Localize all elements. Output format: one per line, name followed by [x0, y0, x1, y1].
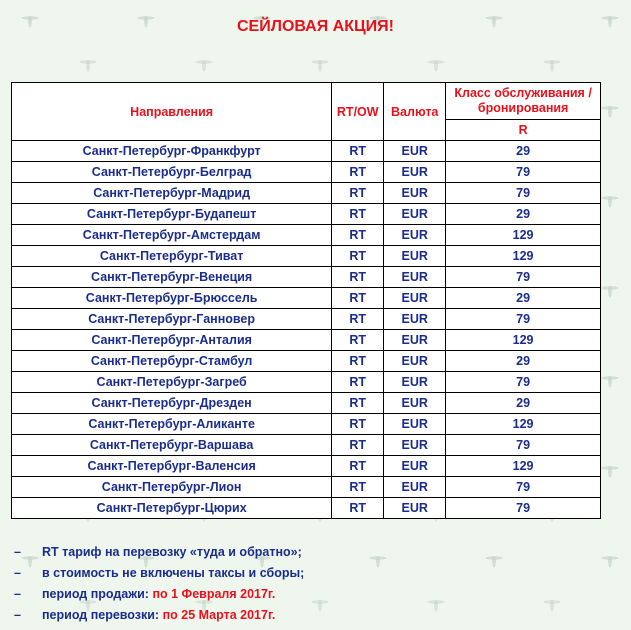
currency-cell: EUR: [384, 393, 446, 414]
price-cell: 29: [446, 204, 601, 225]
route-cell: Санкт-Петербург-Стамбул: [12, 351, 332, 372]
rtow-cell: RT: [332, 225, 384, 246]
fares-table: [11, 82, 601, 519]
bullet-dash: –: [14, 608, 21, 622]
price-cell: 29: [446, 141, 601, 162]
rtow-cell: RT: [332, 351, 384, 372]
table-row: [12, 498, 601, 519]
route-cell: Санкт-Петербург-Мадрид: [12, 183, 332, 204]
price-cell: 79: [446, 162, 601, 183]
currency-cell: EUR: [384, 477, 446, 498]
note-text: период перевозки:: [42, 608, 163, 622]
route-cell: Санкт-Петербург-Лион: [12, 477, 332, 498]
route-cell: Санкт-Петербург-Анталия: [12, 330, 332, 351]
rtow-cell: RT: [332, 162, 384, 183]
rtow-cell: RT: [332, 267, 384, 288]
price-cell: 129: [446, 330, 601, 351]
table-row: [12, 267, 601, 288]
notes-list: [14, 544, 304, 628]
header-class-title: Класс обслуживания / бронирования: [446, 83, 601, 120]
price-cell: 79: [446, 267, 601, 288]
note-text: в стоимость не включены таксы и сборы;: [42, 566, 305, 580]
currency-cell: EUR: [384, 162, 446, 183]
note-item: [14, 565, 304, 586]
currency-cell: EUR: [384, 414, 446, 435]
currency-cell: EUR: [384, 204, 446, 225]
price-cell: 29: [446, 351, 601, 372]
route-cell: Санкт-Петербург-Брюссель: [12, 288, 332, 309]
table-row: [12, 204, 601, 225]
price-cell: 79: [446, 183, 601, 204]
table-row: [12, 141, 601, 162]
note-item: [14, 544, 304, 565]
currency-cell: EUR: [384, 372, 446, 393]
note-text: RT тариф на перевозку «туда и обратно»;: [42, 545, 302, 559]
rtow-cell: RT: [332, 456, 384, 477]
price-cell: 79: [446, 435, 601, 456]
currency-cell: EUR: [384, 435, 446, 456]
header-class-code: R: [446, 120, 601, 141]
route-cell: Санкт-Петербург-Ганновер: [12, 309, 332, 330]
table-row: [12, 246, 601, 267]
note-item: [14, 607, 304, 628]
currency-cell: EUR: [384, 498, 446, 519]
rtow-cell: RT: [332, 414, 384, 435]
currency-cell: EUR: [384, 141, 446, 162]
note-highlight: по 25 Марта 2017г.: [162, 608, 276, 622]
currency-cell: EUR: [384, 267, 446, 288]
currency-cell: EUR: [384, 288, 446, 309]
table-row: [12, 414, 601, 435]
table-row: [12, 183, 601, 204]
price-cell: 129: [446, 414, 601, 435]
rtow-cell: RT: [332, 498, 384, 519]
price-cell: 79: [446, 309, 601, 330]
rtow-cell: RT: [332, 246, 384, 267]
table-row: [12, 330, 601, 351]
note-item: [14, 586, 304, 607]
route-cell: Санкт-Петербург-Белград: [12, 162, 332, 183]
bullet-dash: –: [14, 545, 21, 559]
price-cell: 79: [446, 498, 601, 519]
route-cell: Санкт-Петербург-Амстердам: [12, 225, 332, 246]
rtow-cell: RT: [332, 183, 384, 204]
price-cell: 29: [446, 393, 601, 414]
route-cell: Санкт-Петербург-Аликанте: [12, 414, 332, 435]
header-currency: Валюта: [384, 83, 446, 141]
table-row: [12, 435, 601, 456]
currency-cell: EUR: [384, 330, 446, 351]
route-cell: Санкт-Петербург-Будапешт: [12, 204, 332, 225]
table-row: [12, 351, 601, 372]
route-cell: Санкт-Петербург-Валенсия: [12, 456, 332, 477]
bullet-dash: –: [14, 587, 21, 601]
route-cell: Санкт-Петербург-Дрезден: [12, 393, 332, 414]
note-text: период продажи:: [42, 587, 153, 601]
route-cell: Санкт-Петербург-Франкфурт: [12, 141, 332, 162]
route-cell: Санкт-Петербург-Венеция: [12, 267, 332, 288]
note-highlight: по 1 Февраля 2017г.: [152, 587, 276, 601]
currency-cell: EUR: [384, 456, 446, 477]
currency-cell: EUR: [384, 351, 446, 372]
table-row: [12, 477, 601, 498]
table-row: [12, 309, 601, 330]
price-cell: 29: [446, 288, 601, 309]
rtow-cell: RT: [332, 204, 384, 225]
header-rtow: RT/OW: [332, 83, 384, 141]
header-direction: Направления: [12, 83, 332, 141]
rtow-cell: RT: [332, 372, 384, 393]
table-row: [12, 225, 601, 246]
route-cell: Санкт-Петербург-Тиват: [12, 246, 332, 267]
rtow-cell: RT: [332, 141, 384, 162]
table-row: [12, 372, 601, 393]
price-cell: 79: [446, 477, 601, 498]
price-cell: 129: [446, 225, 601, 246]
route-cell: Санкт-Петербург-Цюрих: [12, 498, 332, 519]
fare-rows: [12, 141, 601, 519]
route-cell: Санкт-Петербург-Загреб: [12, 372, 332, 393]
price-cell: 129: [446, 246, 601, 267]
table-row: [12, 288, 601, 309]
route-cell: Санкт-Петербург-Варшава: [12, 435, 332, 456]
table-row: [12, 393, 601, 414]
rtow-cell: RT: [332, 309, 384, 330]
price-cell: 79: [446, 372, 601, 393]
rtow-cell: RT: [332, 393, 384, 414]
currency-cell: EUR: [384, 183, 446, 204]
bullet-dash: –: [14, 566, 21, 580]
rtow-cell: RT: [332, 477, 384, 498]
currency-cell: EUR: [384, 309, 446, 330]
rtow-cell: RT: [332, 330, 384, 351]
price-cell: 129: [446, 456, 601, 477]
table-row: [12, 456, 601, 477]
currency-cell: EUR: [384, 225, 446, 246]
currency-cell: EUR: [384, 246, 446, 267]
table-row: [12, 162, 601, 183]
rtow-cell: RT: [332, 288, 384, 309]
rtow-cell: RT: [332, 435, 384, 456]
page-title: СЕЙЛОВАЯ АКЦИЯ!: [237, 18, 394, 35]
